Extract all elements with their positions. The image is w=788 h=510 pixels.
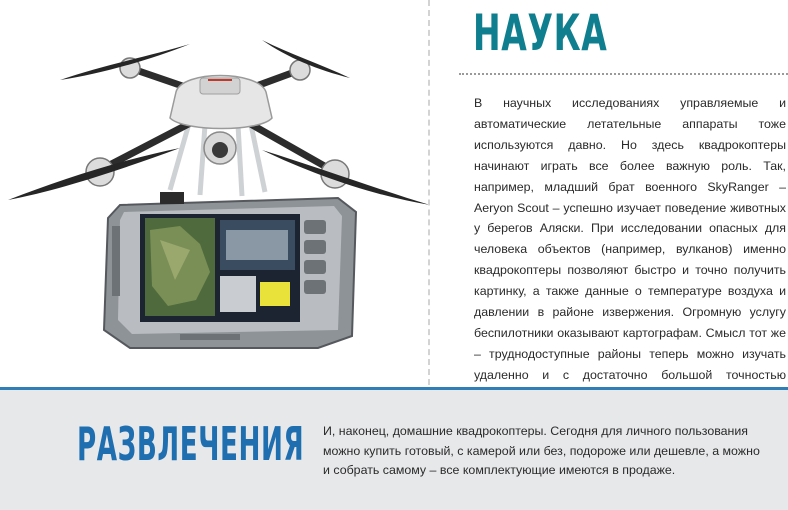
science-paragraph: В научных исследованиях управляемые и автоматические летательные аппараты тоже используются давно. Но здесь квадрокоптеры начинают играть все более важную роль. Так, например, младший брат военного SkyRanger – Aeryon Scout – успешно изучает поведение животных у берегов Аляски. При исследовании опасных для человека объектов (например, вулканов) именно квадрокоптеры позволяют быстро и точно получить картинку, а также данные о температуре воздуха и давлении в районе извержения. Огромную услугу беспилотники оказывают картографам. Смысл тот же – труднодоступные районы теперь можно изучать удаленно и с достаточно большой точностью xyxy=(474,96,786,382)
section-heading-science: НАУКА xyxy=(473,4,608,62)
drone-and-tablet-illustration xyxy=(0,0,430,385)
section-heading-entertainment: РАЗВЛЕЧЕНИЯ xyxy=(77,417,305,471)
quadcopter-icon xyxy=(8,40,430,205)
entertainment-paragraph: И, наконец, домашние квадрокоптеры. Сегодня для личного пользования можно купить готовый, с камерой или без, подороже или дешевле, а можно и собрать самому – все комплектующие имеются в продаже. xyxy=(323,424,760,477)
heading-rule xyxy=(459,73,788,75)
tablet-icon xyxy=(104,192,356,348)
entertainment-band xyxy=(0,387,788,510)
column-divider xyxy=(428,0,430,385)
